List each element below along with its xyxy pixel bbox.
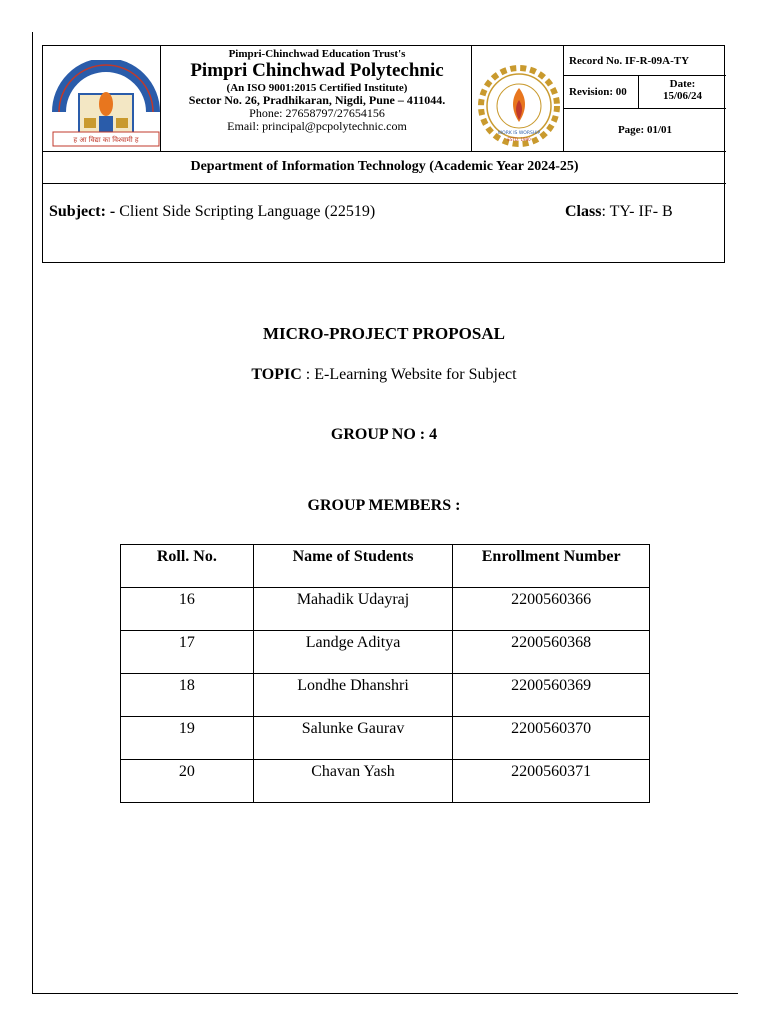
column-header-roll-no: Roll. No.	[121, 545, 254, 588]
subject-line	[49, 203, 375, 221]
group-members-heading: GROUP MEMBERS :	[307, 497, 461, 514]
roll-no-cell: 18	[121, 674, 254, 717]
table-row	[121, 717, 650, 760]
table-row	[121, 674, 650, 717]
revision-number: Revision: 00	[569, 85, 627, 98]
roll-no-cell: 16	[121, 588, 254, 631]
roll-no-cell: 19	[121, 717, 254, 760]
letterhead	[42, 45, 725, 263]
column-header-enrollment: Enrollment Number	[453, 545, 650, 588]
enrollment-cell: 2200560369	[453, 674, 650, 717]
institute-address: Sector No. 26, Pradhikaran, Nigdi, Pune – 411044.	[188, 93, 446, 108]
group-number: GROUP NO : 4	[330, 426, 438, 443]
institute-email: Email: principal@pcpolytechnic.com	[227, 119, 407, 134]
institute-phone: Phone: 27658797/27654156	[249, 106, 385, 121]
record-number: Record No. IF-R-09A-TY	[569, 54, 690, 67]
class-label: Class	[565, 203, 602, 220]
student-name-cell: Londhe Dhanshri	[253, 674, 453, 717]
document-date	[639, 75, 726, 108]
topic-value: : E-Learning Website for Subject	[301, 366, 517, 383]
table-row	[121, 588, 650, 631]
svg-text:WORK IS WORSHIP: WORK IS WORSHIP	[497, 131, 541, 136]
svg-text:ESTD. 1990: ESTD. 1990	[507, 137, 531, 142]
table-row	[121, 631, 650, 674]
table-row	[121, 760, 650, 803]
student-name-cell: Mahadik Udayraj	[253, 588, 453, 631]
institute-info	[161, 48, 473, 134]
table-header-row	[121, 545, 650, 588]
institute-name: Pimpri Chinchwad Polytechnic	[190, 60, 444, 82]
class-value: : TY- IF- B	[601, 203, 673, 220]
student-name-cell: Landge Aditya	[253, 631, 453, 674]
subject-label: Subject	[49, 203, 101, 220]
subject-value: Client Side Scripting Language (22519)	[119, 203, 376, 220]
enrollment-cell: 2200560368	[453, 631, 650, 674]
date-label: Date:	[669, 78, 696, 90]
trust-name: Pimpri-Chinchwad Education Trust's	[228, 48, 406, 60]
page-bottom-rule	[32, 993, 738, 994]
institute-crest-logo	[51, 60, 161, 148]
iso-certification: (An ISO 9001:2015 Certified Institute)	[226, 81, 408, 94]
topic-line	[0, 366, 768, 384]
student-name-cell: Chavan Yash	[253, 760, 453, 803]
roll-no-cell: 20	[121, 760, 254, 803]
department-line: Department of Information Technology (Academic Year 2024-25)	[190, 159, 579, 174]
enrollment-cell: 2200560366	[453, 588, 650, 631]
enrollment-cell: 2200560371	[453, 760, 650, 803]
student-name-cell: Salunke Gaurav	[253, 717, 453, 760]
class-line	[565, 203, 673, 221]
polytechnic-gear-logo	[477, 64, 561, 148]
proposal-heading: MICRO-PROJECT PROPOSAL	[263, 324, 505, 343]
page-number: Page: 01/01	[617, 123, 673, 136]
group-members-table	[120, 544, 650, 803]
roll-no-cell: 17	[121, 631, 254, 674]
svg-text:ह आ विद्या का विश्वामी ह: ह आ विद्या का विश्वामी ह	[73, 136, 139, 144]
topic-label: TOPIC	[251, 366, 302, 383]
subject-separator: : -	[100, 203, 116, 220]
enrollment-cell: 2200560370	[453, 717, 650, 760]
date-value: 15/06/24	[662, 90, 703, 103]
column-header-student-name: Name of Students	[253, 545, 453, 588]
divider	[43, 183, 726, 184]
